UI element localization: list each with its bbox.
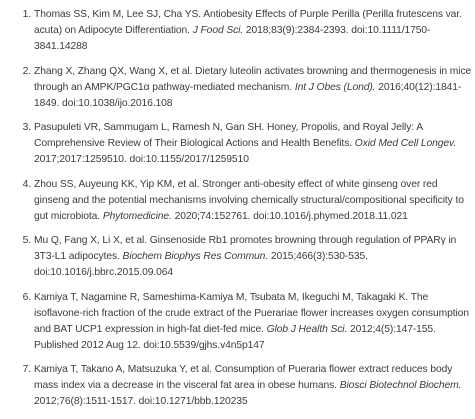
journal-name: J Food Sci. xyxy=(192,25,244,36)
reference-citation: 2012;76(8):1511-1517. doi:10.1271/bbb.120235 xyxy=(34,396,248,407)
reference-citation: 2015;466(3):530-535. doi:10.1016/j.bbrc.2015.09.064 xyxy=(34,251,368,278)
reference-text: Kamiya T, Takano A, Matsuzuka Y, et al. Consumption of Pueraria flower extract reduces body mass index via a decrease in the visceral fat area in obese humans. xyxy=(34,364,453,391)
reference-citation: 2012;4(5):147-155. Published 2012 Aug 12. doi:10.5539/gjhs.v4n5p147 xyxy=(34,323,436,351)
reference-item xyxy=(22,362,472,410)
journal-name: Phytomedicine. xyxy=(102,210,172,222)
journal-name: Int J Obes (Lond). xyxy=(294,81,376,93)
reference-list xyxy=(22,7,472,419)
reference-number: 6. xyxy=(22,291,31,303)
reference-citation: 2020;74:152761. doi:10.1016/j.phymed.2018.11.021 xyxy=(174,210,408,222)
journal-name: Glob J Health Sci. xyxy=(266,323,348,335)
journal-name: Oxid Med Cell Longev. xyxy=(354,138,457,149)
reference-item xyxy=(22,7,472,55)
reference-item xyxy=(22,120,472,168)
reference-text: Thomas SS, Kim M, Lee SJ, Cha YS. Antiobesity Effects of Purple Perilla (Perilla frutescens var. acuta) on Adipocyte Differentiation. xyxy=(34,9,462,36)
reference-text: Zhou SS, Auyeung KK, Yip KM, et al. Stronger anti-obesity effect of white ginseng over red ginseng and the potential mechanisms involving chemically structural/compositional specificity to gut microbiota. xyxy=(34,178,464,222)
reference-number: 2. xyxy=(22,65,31,77)
reference-citation: 2018;83(9):2384-2393. doi:10.1111/1750-3841.14288 xyxy=(34,25,431,52)
reference-item xyxy=(22,64,472,112)
reference-number: 7. xyxy=(22,364,31,375)
reference-number: 3. xyxy=(22,122,31,133)
reference-text: Pasupuleti VR, Sammugam L, Ramesh N, Gan SH. Honey, Propolis, and Royal Jelly: A Comprehensive Review of Their Biological Actions and Health Benefits. xyxy=(34,122,423,149)
reference-text: Mu Q, Fang X, Li X, et al. Ginsenoside Rb1 promotes browning through regulation of PPARγ in 3T3-L1 adipocytes. xyxy=(34,235,457,262)
reference-number: 4. xyxy=(22,178,31,190)
reference-item xyxy=(22,290,472,354)
reference-text: Kamiya T, Nagamine R, Sameshima-Kamiya M, Tsubata M, Ikeguchi M, Takagaki K. The isoflavone-rich fraction of the crude extract of the Puerariae flower increases oxygen consumption and BAT UCP1 expression in high-fat diet-fed mice. xyxy=(34,291,469,335)
reference-item xyxy=(22,233,472,281)
reference-citation: 2016;40(12):1841-1849. doi:10.1038/ijo.2016.108 xyxy=(34,81,462,109)
reference-number: 5. xyxy=(22,235,31,246)
reference-citation: 2017;2017:1259510. doi:10.1155/2017/1259510 xyxy=(34,154,249,165)
journal-name: Biochem Biophys Res Commun. xyxy=(122,251,269,262)
reference-number: 1. xyxy=(22,9,31,20)
reference-text: Zhang X, Zhang QX, Wang X, et al. Dietary luteolin activates browning and thermogenesis in mice through an AMPK/PGC1α pathway-mediated mechanism. xyxy=(34,65,472,93)
reference-item xyxy=(22,177,472,225)
journal-name: Biosci Biotechnol Biochem. xyxy=(339,380,462,391)
